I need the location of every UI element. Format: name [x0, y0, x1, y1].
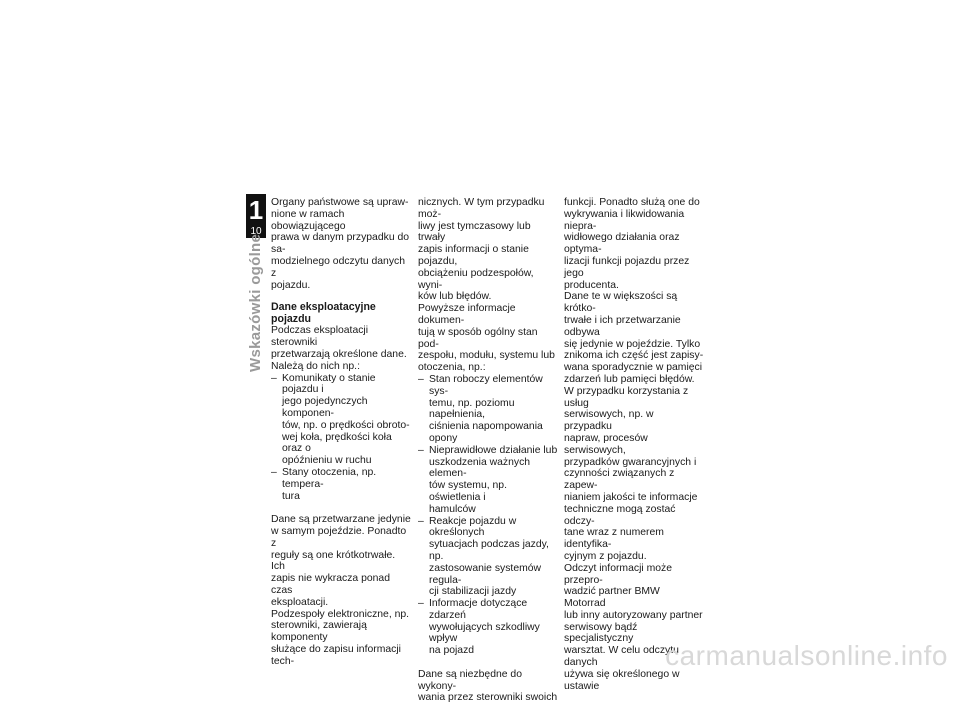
list-item — [418, 598, 558, 657]
dash-bullet: – — [418, 444, 424, 456]
chapter-marker — [246, 194, 266, 238]
chapter-number: 1 — [248, 195, 264, 225]
list-item — [418, 374, 558, 445]
list-item-text: Reakcje pojazdu w określonych sytuacjach podczas jazdy, np. zastosowanie systemów regula- cji stabilizacji jazdy — [429, 515, 549, 598]
dash-bullet: – — [271, 466, 277, 478]
list-item-text: Komunikaty o stanie pojazdu i jego pojedynczych komponen- tów, np. o prędkości obroto- wej koła, prędkości koła oraz o opóźnieniu w ruchu — [282, 372, 410, 467]
dash-bullet: – — [271, 372, 277, 384]
list-item-text: Stany otoczenia, np. tempera- tura — [282, 466, 377, 502]
dash-bullet: – — [418, 598, 424, 610]
paragraph: Podzespoły elektroniczne, np. sterowniki, zawierają komponenty służące do zapisu informacji tech- — [271, 608, 410, 667]
list-item-text: Stan roboczy elementów sys- temu, np. poziomu napełnienia, ciśnienia napompowania opony — [429, 373, 543, 444]
text-column-3 — [564, 197, 704, 692]
paragraph: Powyższe informacje dokumen- tują w sposób ogólny stan pod- zespołu, modułu, systemu lub otoczenia, np.: — [418, 303, 555, 374]
text-column-1 — [271, 197, 411, 667]
watermark: carmanualsonline.info — [665, 640, 948, 671]
section-heading: Dane eksploatacyjne pojazdu — [271, 301, 376, 326]
paragraph: funkcji. Ponadto służą one do wykrywania i likwidowania niepra- widłowego działania oraz optyma- lizacji funkcji pojazdu przez jego producenta. — [564, 197, 700, 291]
list-item-text: Informacje dotyczące zdarzeń wywołujących szkodliwy wpływ na pojazd — [429, 598, 540, 657]
paragraph: Dane są niezbędne do wykony- wania przez sterowniki swoich — [418, 668, 558, 704]
bullet-list — [271, 373, 411, 503]
paragraph: Dane te w większości są krótko- trwałe i ich przetwarzanie odbywa się jedynie w pojeździe. Tylko znikoma ich część jest zapisy- wana sporadycznie w pamięci zdarzeń lub pamięci błędów. — [564, 291, 704, 385]
list-item — [271, 373, 411, 467]
paragraph: W przypadku korzystania z usług serwisowych, np. w przypadku napraw, procesów serwisowych, przypadków gwarancyjnych i czynności związanych z zapew- nianiem jakości te informacje techniczne mogą zostać odczy- tane wraz z numerem identyfika- cyjnym z pojazdu. — [564, 385, 698, 562]
text-column-2 — [418, 197, 558, 704]
paragraph: Organy państwowe są upraw- nione w ramach obowiązującego prawa w danym przypadku do sa- modzielnego odczytu danych z pojazdu. — [271, 197, 410, 291]
dash-bullet: – — [418, 373, 424, 385]
list-item — [418, 516, 558, 599]
paragraph: Odczyt informacji może przepro- wadzić partner BMW Motorrad lub inny autoryzowany partner serwisowy bądź specjalistyczny warsztat. W celu odczytu danych używa się określonego w ustawie — [564, 562, 703, 692]
bullet-list — [418, 374, 558, 657]
list-item — [418, 445, 558, 516]
list-item — [271, 467, 411, 502]
list-item-text: Nieprawidłowe działanie lub uszkodzenia ważnych elemen- tów systemu, np. oświetlenia i hamulców — [429, 444, 558, 515]
paragraph: Dane są przetwarzane jedynie w samym pojeździe. Ponadto z reguły są one krótkotrwałe. Ich zapis nie wykracza ponad czas eksploatacji. — [271, 514, 411, 608]
paragraph: Podczas eksploatacji sterowniki przetwarzają określone dane. Należą do nich np.: — [271, 325, 407, 372]
paragraph: nicznych. W tym przypadku moż- liwy jest tymczasowy lub trwały zapis informacji o stanie pojazdu, obciążeniu podzespołów, wyni- ków lub błędów. — [418, 197, 545, 303]
page-number: 10 — [250, 226, 262, 237]
dash-bullet: – — [418, 515, 424, 527]
side-label: Wskazówki ogólne — [247, 233, 264, 372]
